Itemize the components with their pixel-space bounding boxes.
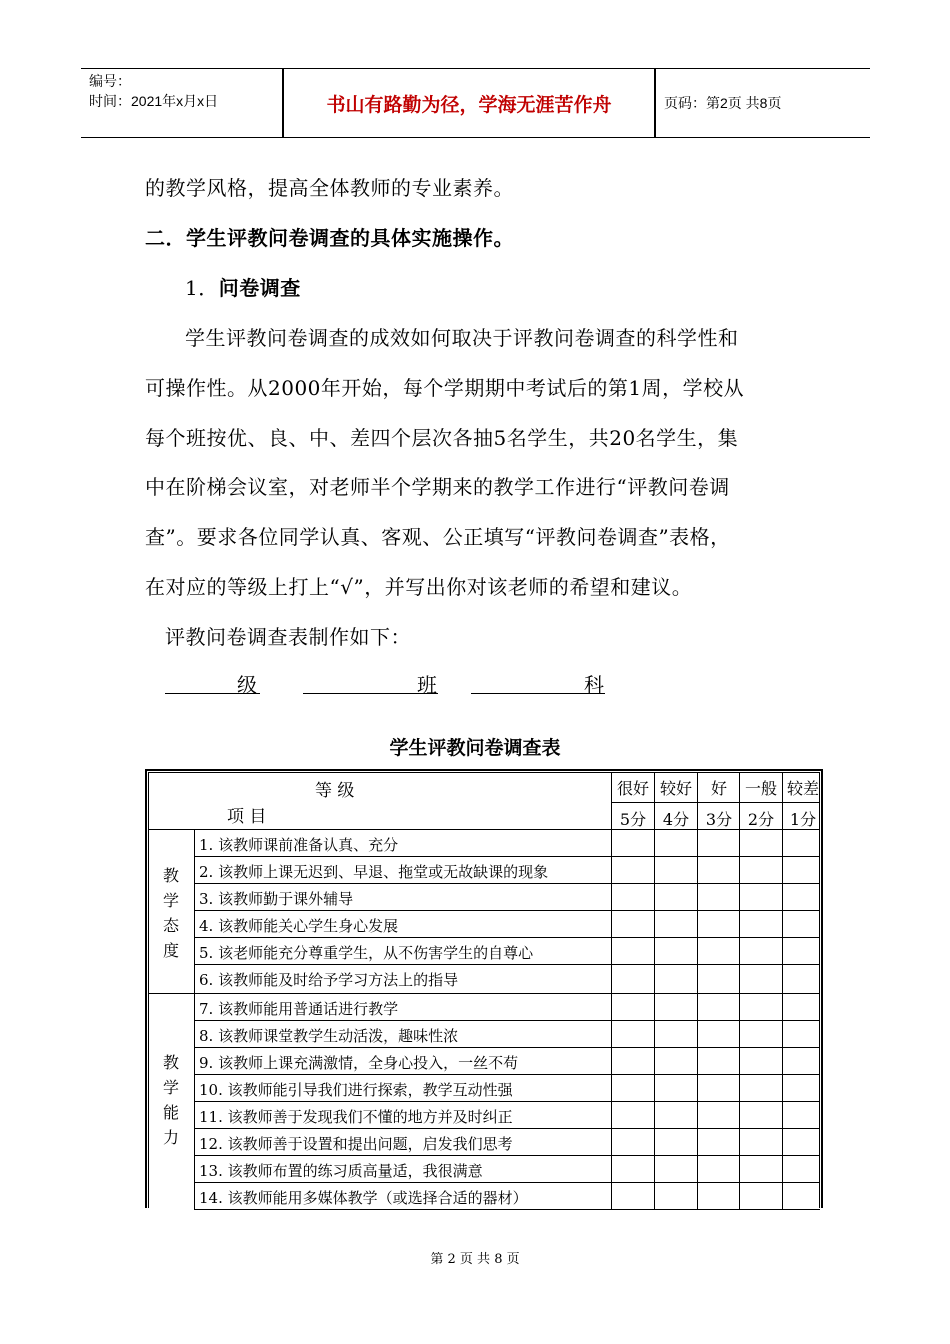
table-row-item: 9. 该教师上课充满激情，全身心投入，一丝不苟 <box>199 1054 519 1072</box>
paragraph-line: 在对应的等级上打上“√”，并写出你对该老师的希望和建议。 <box>145 575 693 599</box>
table-row-item: 6. 该教师能及时给予学习方法上的指导 <box>199 971 459 989</box>
row-line <box>194 856 820 857</box>
score-label: 4分 <box>662 810 690 829</box>
grade-label: 较好 <box>659 779 692 798</box>
row-line <box>194 1101 820 1102</box>
paragraph-line: 中在阶梯会议室，对老师半个学期来的教学工作进行“评教问卷调 <box>145 475 730 499</box>
header-item-label: 项 目 <box>227 807 267 827</box>
row-line <box>194 1155 820 1156</box>
table-row-item: 2. 该教师上课无迟到、早退、拖堂或无故缺课的现象 <box>199 863 549 881</box>
row-line <box>194 964 820 965</box>
class-blank-label: 班 <box>417 673 437 697</box>
table-row-item: 3. 该教师勤于课外辅导 <box>199 890 354 908</box>
grade-label: 很好 <box>616 779 649 798</box>
col-line <box>739 772 740 1209</box>
header-divider <box>654 69 656 137</box>
paragraph-line: 查”。要求各位同学认真、客观、公正填写“评教问卷调查”表格， <box>145 525 731 549</box>
score-label: 2分 <box>747 810 775 829</box>
row-line <box>194 1209 820 1210</box>
grade-label: 较差 <box>786 779 819 798</box>
row-line <box>194 910 820 911</box>
header-grade-label: 等 级 <box>315 781 355 801</box>
row-line <box>194 1020 820 1021</box>
category-attitude: 教 学 态 度 <box>162 866 179 960</box>
row-line <box>148 993 820 994</box>
row-line <box>194 1047 820 1048</box>
score-label: 5分 <box>619 810 647 829</box>
grade-blank-label: 级 <box>237 673 257 697</box>
col-line <box>654 772 655 1209</box>
col-line <box>611 772 612 1209</box>
header-motto: 书山有路勤为径，学海无涯苦作舟 <box>326 93 612 116</box>
table-intro: 评教问卷调查表制作如下： <box>165 625 411 649</box>
paragraph-line: 可操作性。从2000年开始，每个学期期中考试后的第1周，学校从 <box>145 376 745 400</box>
table-row-item: 5. 该老师能充分尊重学生，从不伤害学生的自尊心 <box>199 944 534 962</box>
evaluation-table <box>145 769 825 1210</box>
row-line <box>194 937 820 938</box>
header-page-info: 页码：第2页 共8页 <box>664 95 782 111</box>
row-line <box>194 883 820 884</box>
table-row-item: 13. 该教师布置的练习质高量适，我很满意 <box>199 1162 483 1180</box>
table-row-item: 1. 该教师课前准备认真、充分 <box>199 836 399 854</box>
subsection-title: 问卷调查 <box>218 276 301 300</box>
table-row-item: 10. 该教师能引导我们进行探索，教学互动性强 <box>199 1081 513 1099</box>
row-line <box>194 1182 820 1183</box>
page-footer: 第 2 页 共 8 页 <box>430 1252 520 1267</box>
header-meta <box>89 71 279 111</box>
table-title: 学生评教问卷调查表 <box>389 737 561 759</box>
table-row-item: 12. 该教师善于设置和提出问题，启发我们思考 <box>199 1135 513 1153</box>
header-date: 时间：2021年x月x日 <box>89 93 219 109</box>
grade-label: 一般 <box>744 779 777 798</box>
table-row-item: 14. 该教师能用多媒体教学（或选择合适的器材） <box>199 1189 528 1207</box>
table-row-item: 7. 该教师能用普通话进行教学 <box>199 1000 399 1018</box>
col-line <box>782 772 783 1209</box>
paragraph-line: 每个班按优、良、中、差四个层次各抽5名学生，共20名学生，集 <box>145 426 739 450</box>
subject-blank-label: 科 <box>584 673 604 697</box>
score-label: 1分 <box>789 810 817 829</box>
table-row-item: 11. 该教师善于发现我们不懂的地方并及时纠正 <box>199 1108 513 1126</box>
body-line: 的教学风格，提高全体教师的专业素养。 <box>145 176 514 200</box>
table-row-item: 4. 该教师能关心学生身心发展 <box>199 917 399 935</box>
section-heading: 二．学生评教问卷调查的具体实施操作。 <box>145 226 514 250</box>
col-line <box>697 772 698 1209</box>
header-number: 编号： <box>89 73 131 89</box>
row-line <box>611 802 820 803</box>
paragraph-line: 学生评教问卷调查的成效如何取决于评教问卷调查的科学性和 <box>185 326 739 350</box>
table-row-item: 8. 该教师课堂教学生动活泼，趣味性浓 <box>199 1027 459 1045</box>
score-label: 3分 <box>705 810 733 829</box>
subsection-number: 1． <box>185 276 219 300</box>
category-ability: 教 学 能 力 <box>162 1053 179 1147</box>
row-line <box>194 1074 820 1075</box>
grade-label: 好 <box>710 779 727 798</box>
page-header <box>81 68 870 138</box>
subsection-heading <box>185 272 301 301</box>
row-line <box>194 1128 820 1129</box>
